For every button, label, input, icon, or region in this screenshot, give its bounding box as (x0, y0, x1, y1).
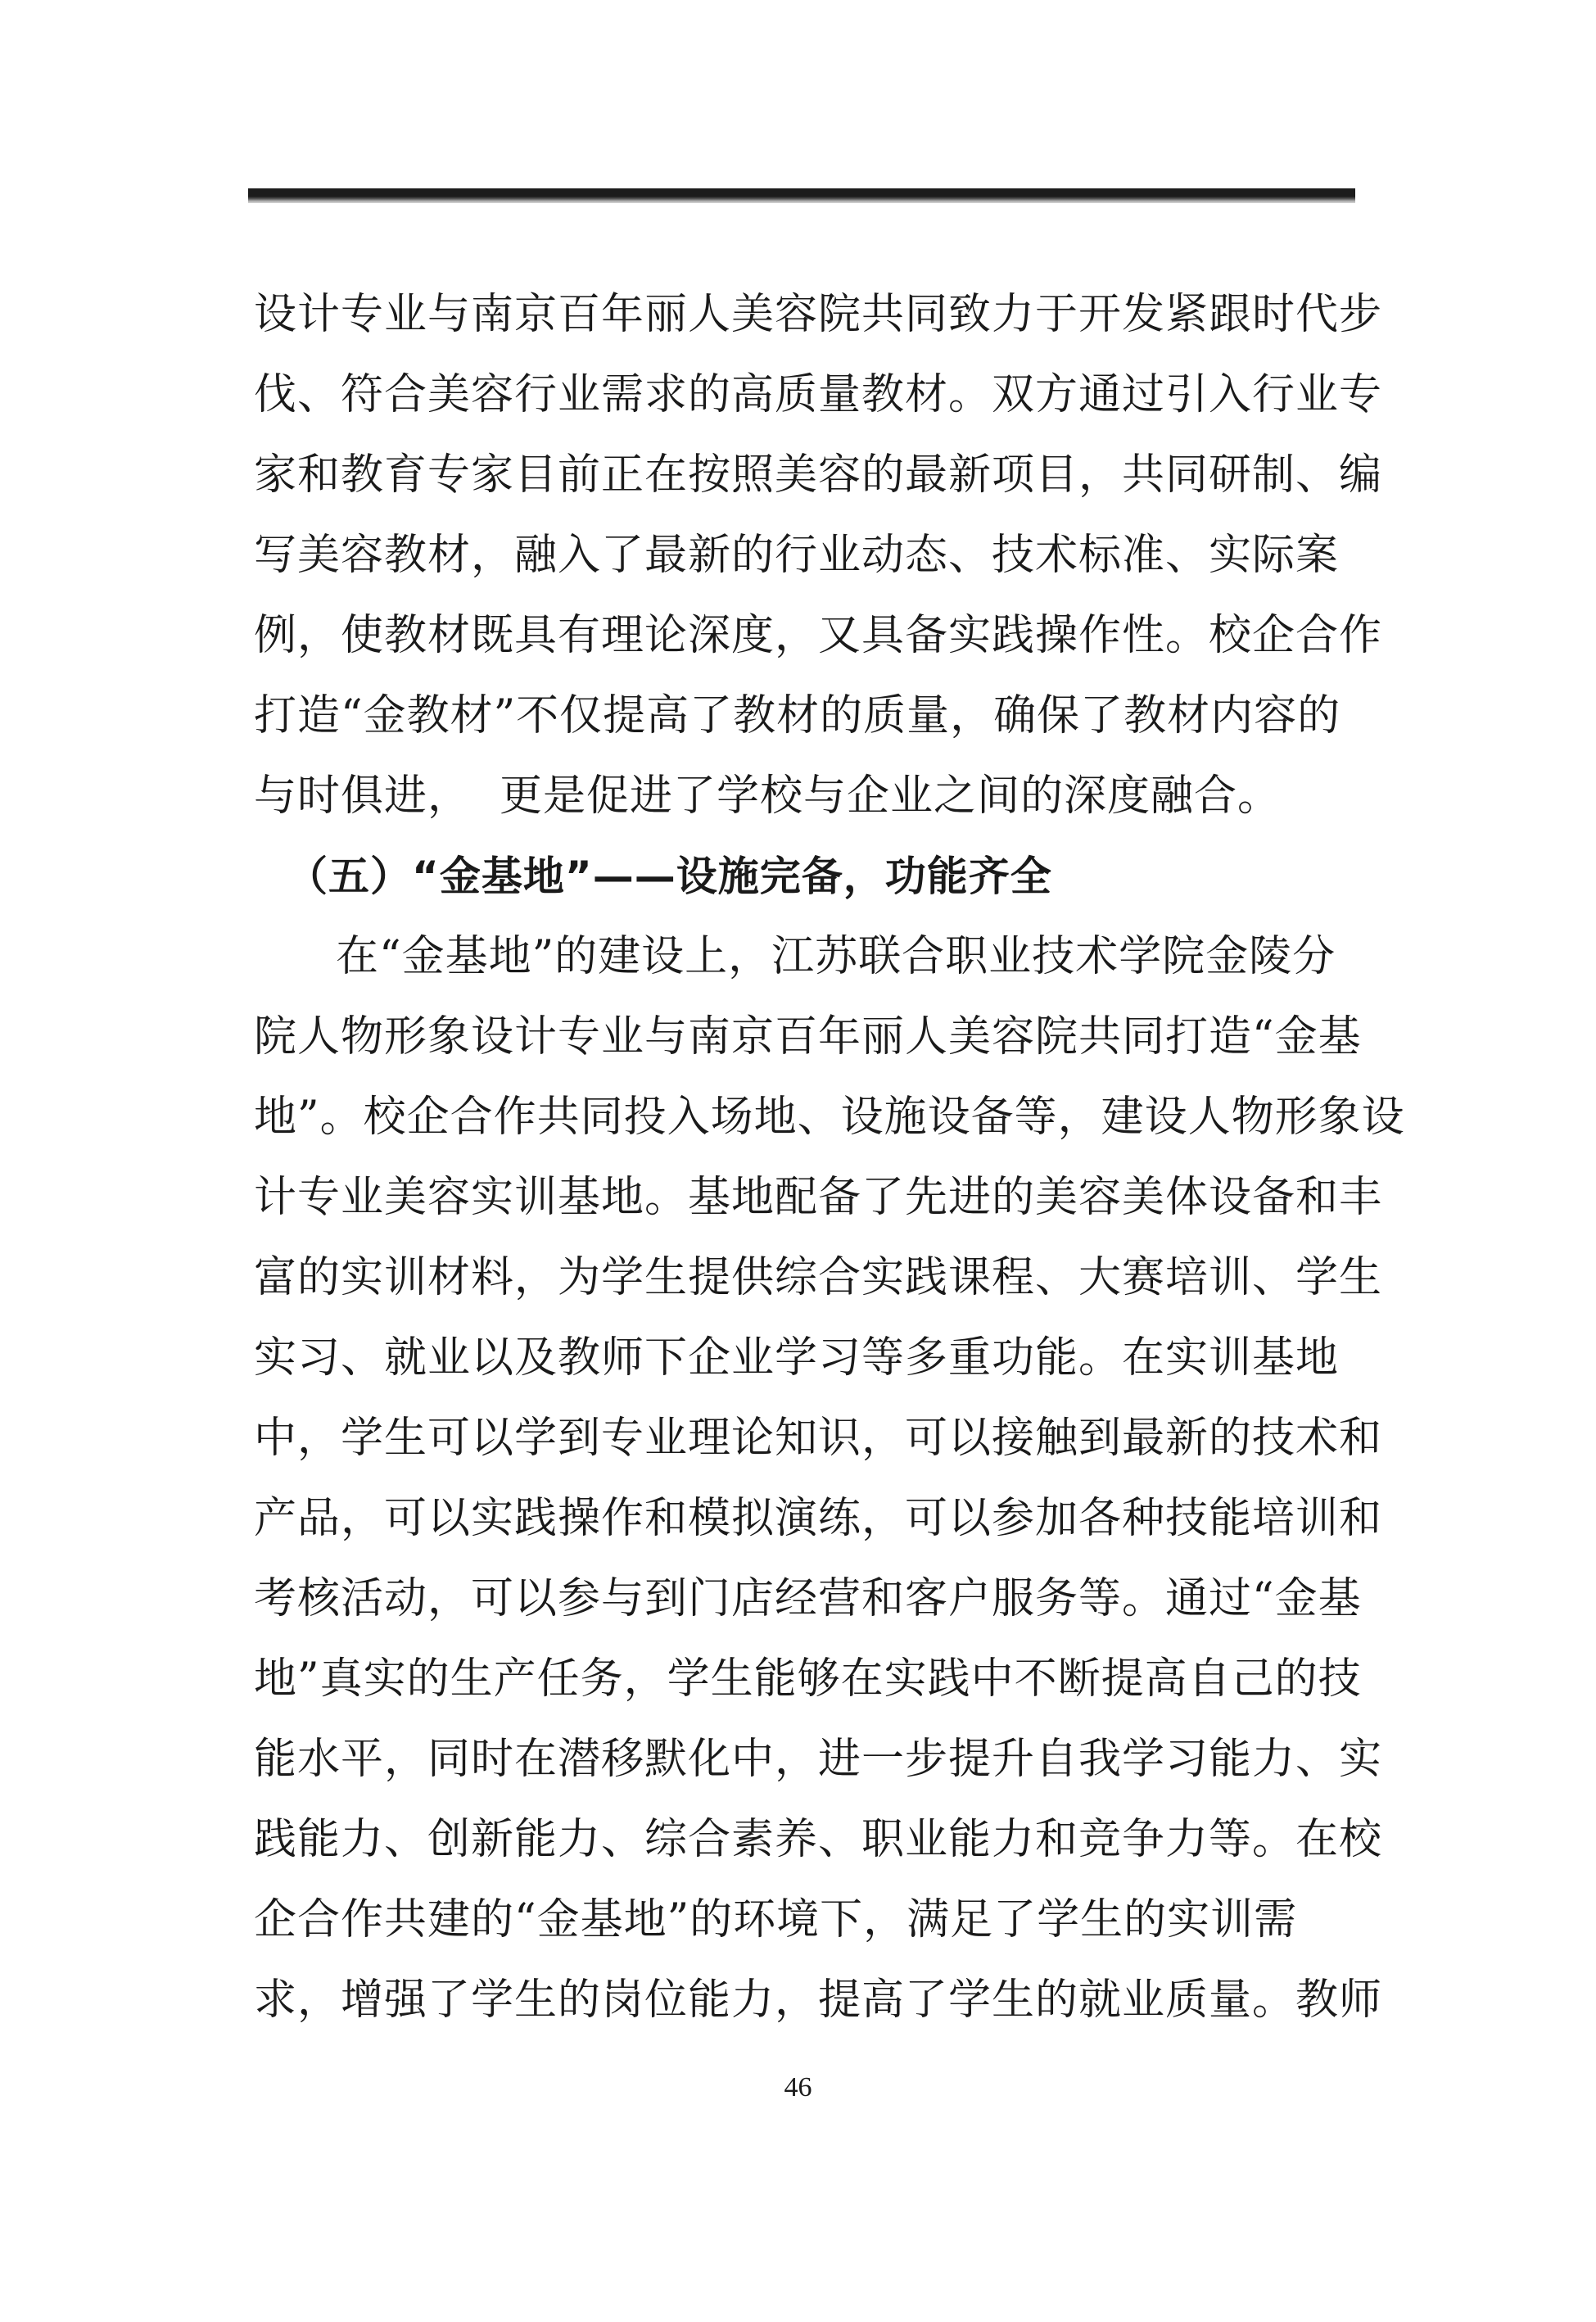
text-line: 企合作共建的“金基地”的环境下，满足了学生的实训需 (254, 1895, 1298, 1944)
paragraph-2 (254, 917, 1405, 2040)
text-line: 计专业美容实训基地。基地配备了先进的美容美体设备和丰 (254, 1173, 1383, 1222)
text-line: 写美容教材，融入了最新的行业动态、技术标准、实际案 (254, 531, 1340, 580)
text-line: 践能力、创新能力、综合素养、职业能力和竞争力等。在校 (254, 1815, 1383, 1864)
page-number: 46 (784, 2072, 812, 2102)
paragraph-1 (254, 274, 1383, 836)
section-heading: （五）“金基地”——设施完备，功能齐全 (287, 853, 1052, 900)
text-line: 能水平，同时在潜移默化中，进一步提升自我学习能力、实 (254, 1735, 1383, 1784)
text-line: 求，增强了学生的岗位能力，提高了学生的就业质量。教师 (254, 1976, 1383, 2025)
header-rule (248, 188, 1355, 203)
text-line: 富的实训材料，为学生提供综合实践课程、大赛培训、学生 (254, 1253, 1383, 1302)
text-line: 地”真实的生产任务，学生能够在实践中不断提高自己的技 (254, 1654, 1362, 1704)
document-body (254, 274, 1405, 2040)
text-line: 地”。校企合作共同投入场地、设施设备等，建设人物形象设 (254, 1093, 1405, 1142)
text-line: 院人物形象设计专业与南京百年丽人美容院共同打造“金基 (254, 1012, 1362, 1061)
text-line: 考核活动，可以参与到门店经营和客户服务等。通过“金基 (254, 1574, 1362, 1623)
text-line: 在“金基地”的建设上，江苏联合职业技术学院金陵分 (336, 932, 1336, 981)
text-line: 中，学生可以学到专业理论知识，可以接触到最新的技术和 (254, 1414, 1383, 1463)
text-line: 与时俱进， 更是促进了学校与企业之间的深度融合。 (254, 772, 1282, 821)
text-line: 例，使教材既具有理论深度，又具备实践操作性。校企合作 (254, 611, 1383, 660)
text-line: 家和教育专家目前正在按照美容的最新项目，共同研制、编 (254, 450, 1383, 500)
text-line: 打造“金教材”不仅提高了教材的质量，确保了教材内容的 (254, 691, 1341, 740)
text-line: 产品，可以实践操作和模拟演练，可以参加各种技能培训和 (254, 1494, 1383, 1543)
text-line: 设计专业与南京百年丽人美容院共同致力于开发紧跟时代步 (254, 290, 1383, 339)
text-line: 实习、就业以及教师下企业学习等多重功能。在实训基地 (254, 1333, 1340, 1383)
text-line: 伐、符合美容行业需求的高质量教材。双方通过引入行业专 (254, 370, 1383, 419)
